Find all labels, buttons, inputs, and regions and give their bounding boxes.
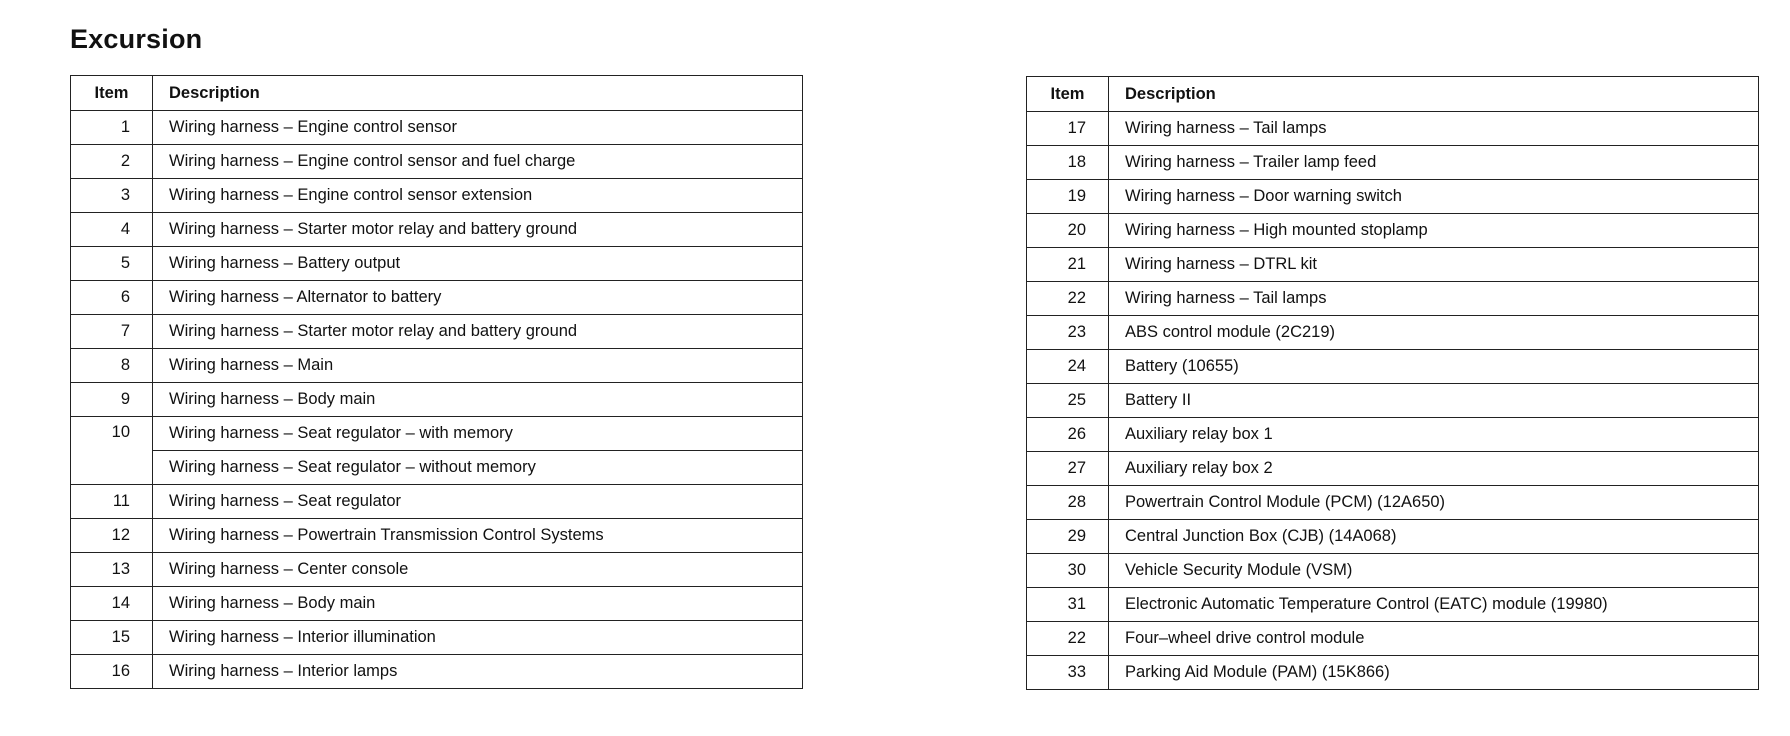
item-description: Wiring harness – Body main — [153, 587, 803, 621]
table-row — [71, 553, 803, 587]
table-row — [71, 247, 803, 281]
table-row — [71, 485, 803, 519]
item-number: 30 — [1027, 554, 1109, 588]
table-row — [71, 349, 803, 383]
item-number: 6 — [71, 281, 153, 315]
item-description: Auxiliary relay box 2 — [1109, 452, 1759, 486]
item-number: 24 — [1027, 350, 1109, 384]
table-row — [71, 179, 803, 213]
item-description: Wiring harness – High mounted stoplamp — [1109, 214, 1759, 248]
table-row — [71, 587, 803, 621]
table-row — [71, 519, 803, 553]
item-number: 8 — [71, 349, 153, 383]
table-row — [71, 281, 803, 315]
item-description: Parking Aid Module (PAM) (15K866) — [1109, 656, 1759, 690]
item-description: Wiring harness – Starter motor relay and battery ground — [153, 213, 803, 247]
table-row — [1027, 112, 1759, 146]
table-header-row — [1027, 77, 1759, 112]
item-number: 31 — [1027, 588, 1109, 622]
table-row — [1027, 384, 1759, 418]
item-number: 19 — [1027, 180, 1109, 214]
item-number: 13 — [71, 553, 153, 587]
table-row — [71, 621, 803, 655]
item-description: Battery II — [1109, 384, 1759, 418]
table-row — [1027, 486, 1759, 520]
item-number: 16 — [71, 655, 153, 689]
item-number: 10 — [71, 417, 153, 485]
item-description: Electronic Automatic Temperature Control (EATC) module (19980) — [1109, 588, 1759, 622]
item-number: 27 — [1027, 452, 1109, 486]
item-description: Wiring harness – Center console — [153, 553, 803, 587]
item-description: Wiring harness – Main — [153, 349, 803, 383]
item-number: 17 — [1027, 112, 1109, 146]
item-number: 3 — [71, 179, 153, 213]
item-number: 28 — [1027, 486, 1109, 520]
item-number: 18 — [1027, 146, 1109, 180]
item-description: Four–wheel drive control module — [1109, 622, 1759, 656]
item-number: 2 — [71, 145, 153, 179]
table-row — [1027, 622, 1759, 656]
item-number: 5 — [71, 247, 153, 281]
item-number: 11 — [71, 485, 153, 519]
table-row — [71, 417, 803, 451]
table-row — [71, 451, 803, 485]
table-row — [71, 213, 803, 247]
item-description: Wiring harness – Interior illumination — [153, 621, 803, 655]
item-description: Wiring harness – Seat regulator – without memory — [153, 451, 803, 485]
table-row — [1027, 180, 1759, 214]
item-description: Wiring harness – Tail lamps — [1109, 112, 1759, 146]
item-description: Wiring harness – Engine control sensor extension — [153, 179, 803, 213]
item-number: 1 — [71, 111, 153, 145]
item-number: 12 — [71, 519, 153, 553]
table-row — [1027, 282, 1759, 316]
table-row — [1027, 316, 1759, 350]
item-number: 4 — [71, 213, 153, 247]
item-number: 21 — [1027, 248, 1109, 282]
table-row — [1027, 214, 1759, 248]
item-number: 33 — [1027, 656, 1109, 690]
item-number: 23 — [1027, 316, 1109, 350]
item-description: Battery (10655) — [1109, 350, 1759, 384]
table-row — [1027, 520, 1759, 554]
item-description: Wiring harness – Body main — [153, 383, 803, 417]
table-row — [1027, 146, 1759, 180]
item-description: Wiring harness – Interior lamps — [153, 655, 803, 689]
table-header-row — [71, 76, 803, 111]
description-column-header: Description — [153, 76, 803, 111]
item-number: 9 — [71, 383, 153, 417]
item-number: 25 — [1027, 384, 1109, 418]
table-row — [1027, 350, 1759, 384]
item-description: Wiring harness – Seat regulator — [153, 485, 803, 519]
item-description: Wiring harness – Door warning switch — [1109, 180, 1759, 214]
item-description: Central Junction Box (CJB) (14A068) — [1109, 520, 1759, 554]
item-number: 26 — [1027, 418, 1109, 452]
item-description: Wiring harness – Powertrain Transmission Control Systems — [153, 519, 803, 553]
item-description: Powertrain Control Module (PCM) (12A650) — [1109, 486, 1759, 520]
item-description: ABS control module (2C219) — [1109, 316, 1759, 350]
item-number: 29 — [1027, 520, 1109, 554]
table-row — [71, 315, 803, 349]
item-column-header: Item — [71, 76, 153, 111]
item-description: Wiring harness – Battery output — [153, 247, 803, 281]
item-description: Wiring harness – Starter motor relay and battery ground — [153, 315, 803, 349]
item-description: Wiring harness – Trailer lamp feed — [1109, 146, 1759, 180]
table-row — [71, 111, 803, 145]
table-row — [1027, 452, 1759, 486]
items-table-right — [1026, 76, 1759, 690]
table-row — [1027, 554, 1759, 588]
item-description: Wiring harness – DTRL kit — [1109, 248, 1759, 282]
page-title: Excursion — [70, 24, 203, 54]
table-row — [1027, 418, 1759, 452]
table-row — [71, 145, 803, 179]
item-number: 15 — [71, 621, 153, 655]
item-description: Wiring harness – Alternator to battery — [153, 281, 803, 315]
item-number: 20 — [1027, 214, 1109, 248]
table-row — [1027, 656, 1759, 690]
item-description: Wiring harness – Seat regulator – with memory — [153, 417, 803, 451]
item-description: Wiring harness – Tail lamps — [1109, 282, 1759, 316]
item-number: 22 — [1027, 622, 1109, 656]
item-description: Auxiliary relay box 1 — [1109, 418, 1759, 452]
description-column-header: Description — [1109, 77, 1759, 112]
item-description: Vehicle Security Module (VSM) — [1109, 554, 1759, 588]
table-row — [1027, 248, 1759, 282]
table-row — [71, 655, 803, 689]
item-number: 14 — [71, 587, 153, 621]
table-row — [71, 383, 803, 417]
item-column-header: Item — [1027, 77, 1109, 112]
item-number: 22 — [1027, 282, 1109, 316]
item-number: 7 — [71, 315, 153, 349]
item-description: Wiring harness – Engine control sensor and fuel charge — [153, 145, 803, 179]
items-table-left — [70, 75, 803, 689]
item-description: Wiring harness – Engine control sensor — [153, 111, 803, 145]
table-row — [1027, 588, 1759, 622]
